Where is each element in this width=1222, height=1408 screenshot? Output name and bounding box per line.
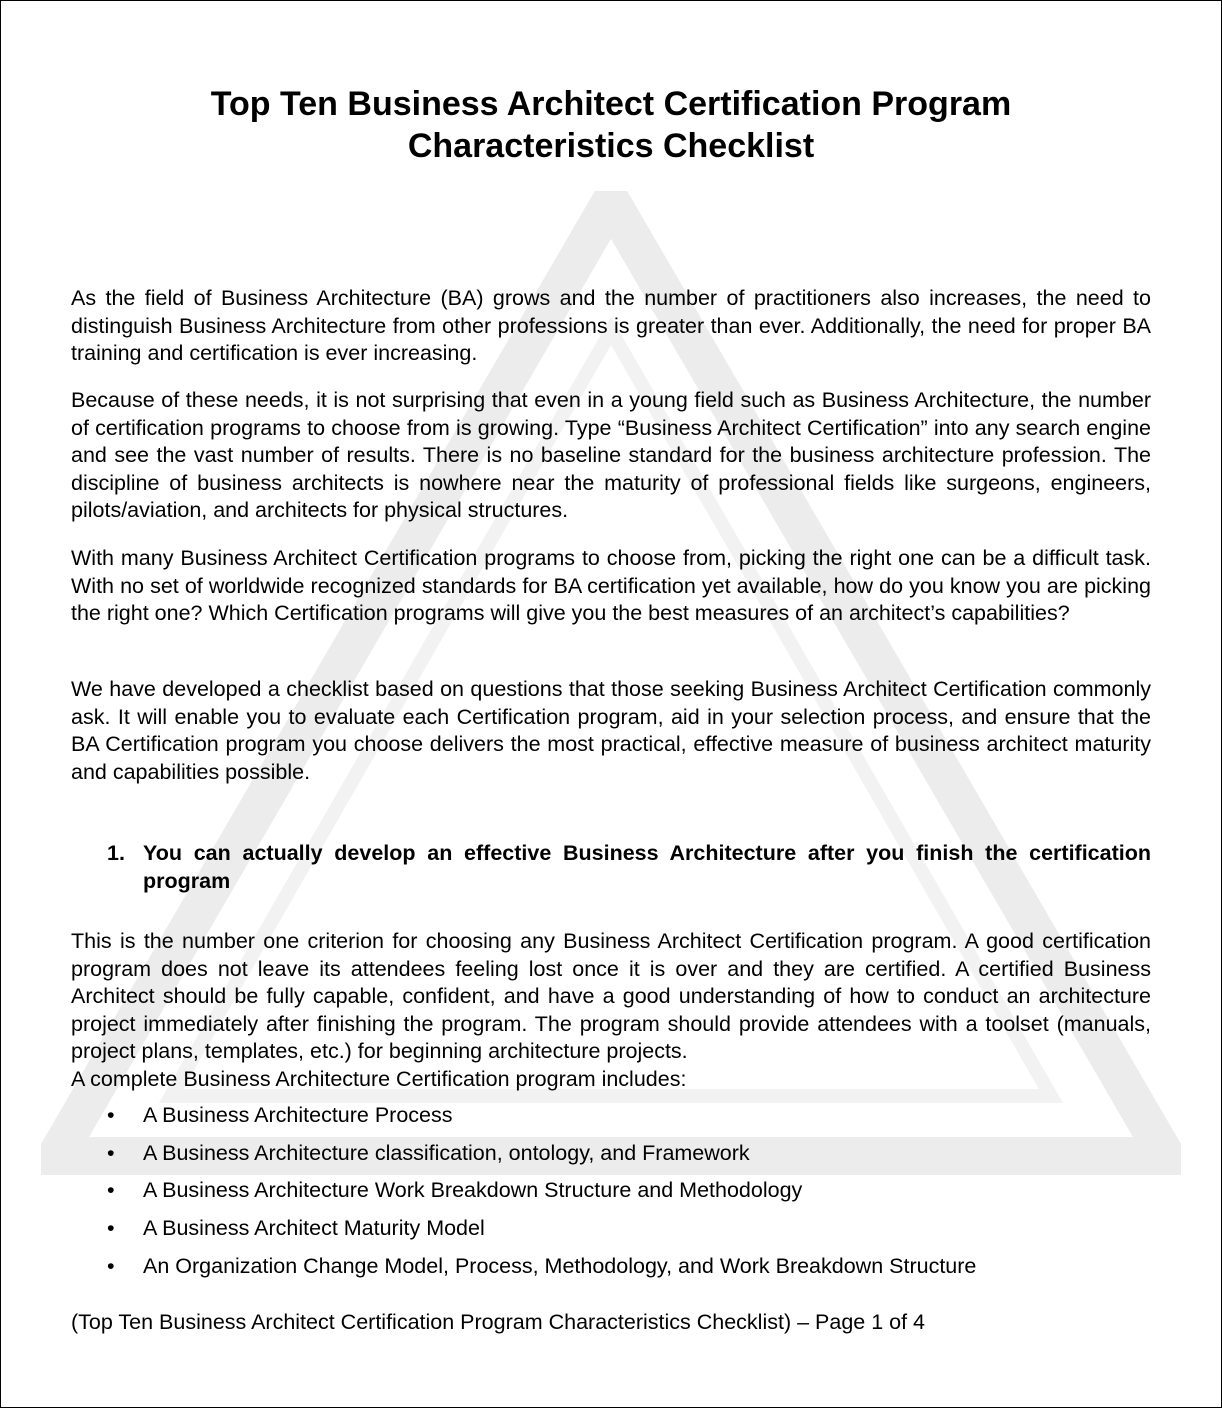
bullet-icon: • <box>107 1140 115 1165</box>
checklist-item-1-body: This is the number one criterion for choosing any Business Architect Certification program. A good certification program does not leave its attendees feeling lost once it is over and they are certified. A certified Business Architect should be fully capable, confident, and have a good understanding of how to conduct an architecture project immediately after finishing the program. The program should provide attendees with a toolset (manuals, project plans, templates, etc.) for beginning architecture projects. <box>71 929 1151 1064</box>
bullet-icon: • <box>107 1253 115 1278</box>
bullet-text: A Business Architect Maturity Model <box>143 1216 485 1241</box>
checklist-item-heading-text: You can actually develop an effective Business Architecture after you finish the certification program <box>143 841 1151 893</box>
intro-paragraph-1: As the field of Business Architecture (BA) grows and the number of practitioners also increases, the need to distinguish Business Architecture from other professions is greater than ever. Additionally, the need for proper BA training and certification is ever increasing. <box>71 286 1151 366</box>
bullet-text: A Business Architecture Work Breakdown Structure and Methodology <box>143 1178 803 1203</box>
bullet-text: An Organization Change Model, Process, Methodology, and Work Breakdown Structure <box>143 1253 977 1278</box>
list-item <box>107 1215 1151 1253</box>
title-line-2: Characteristics Checklist <box>407 127 815 165</box>
checklist-item-1-intro: A complete Business Architecture Certification program includes: <box>71 1067 687 1091</box>
bullet-text: A Business Architecture Process <box>143 1103 453 1127</box>
intro-paragraph-2: Because of these needs, it is not surprising that even in a young field such as Business Architecture, the number of certification programs to choose from is growing. Type “Business Architect Certification” into any search engine and see the vast number of results. There is no baseline standard for the business architecture profession. The discipline of business architects is nowhere near the maturity of professional fields like surgeons, engineers, pilots/aviation, and architects for physical structures. <box>71 388 1151 523</box>
document-title <box>71 83 1151 167</box>
bullet-icon: • <box>107 1103 115 1127</box>
list-item <box>107 1140 1151 1178</box>
intro-paragraph-4: We have developed a checklist based on questions that those seeking Business Architect Certification commonly ask. It will enable you to evaluate each Certification program, aid in your selection process, and ensure that the BA Certification program you choose delivers the most practical, effective measure of business architect maturity and capabilities possible. <box>71 677 1151 784</box>
list-item <box>107 1177 1151 1215</box>
bullet-icon: • <box>107 1178 115 1203</box>
list-item <box>107 1253 1151 1291</box>
checklist-item-1-heading <box>107 840 1151 895</box>
bullet-text: A Business Architecture classification, ontology, and Framework <box>143 1140 750 1165</box>
intro-paragraph-3: With many Business Architect Certification programs to choose from, picking the right one can be a difficult task. With no set of worldwide recognized standards for BA certification yet available, how do you know you are picking the right one? Which Certification programs will give you the best measures of an architect’s capabilities? <box>71 546 1151 626</box>
checklist-item-1-bullets <box>107 1102 1151 1290</box>
checklist-item-number: 1. <box>107 841 125 865</box>
title-line-1: Top Ten Business Architect Certification Program <box>210 85 1012 123</box>
list-item <box>107 1102 1151 1140</box>
page-footer: (Top Ten Business Architect Certification Program Characteristics Checklist) – Page 1 of 4 <box>71 1310 925 1334</box>
bullet-icon: • <box>107 1216 115 1241</box>
